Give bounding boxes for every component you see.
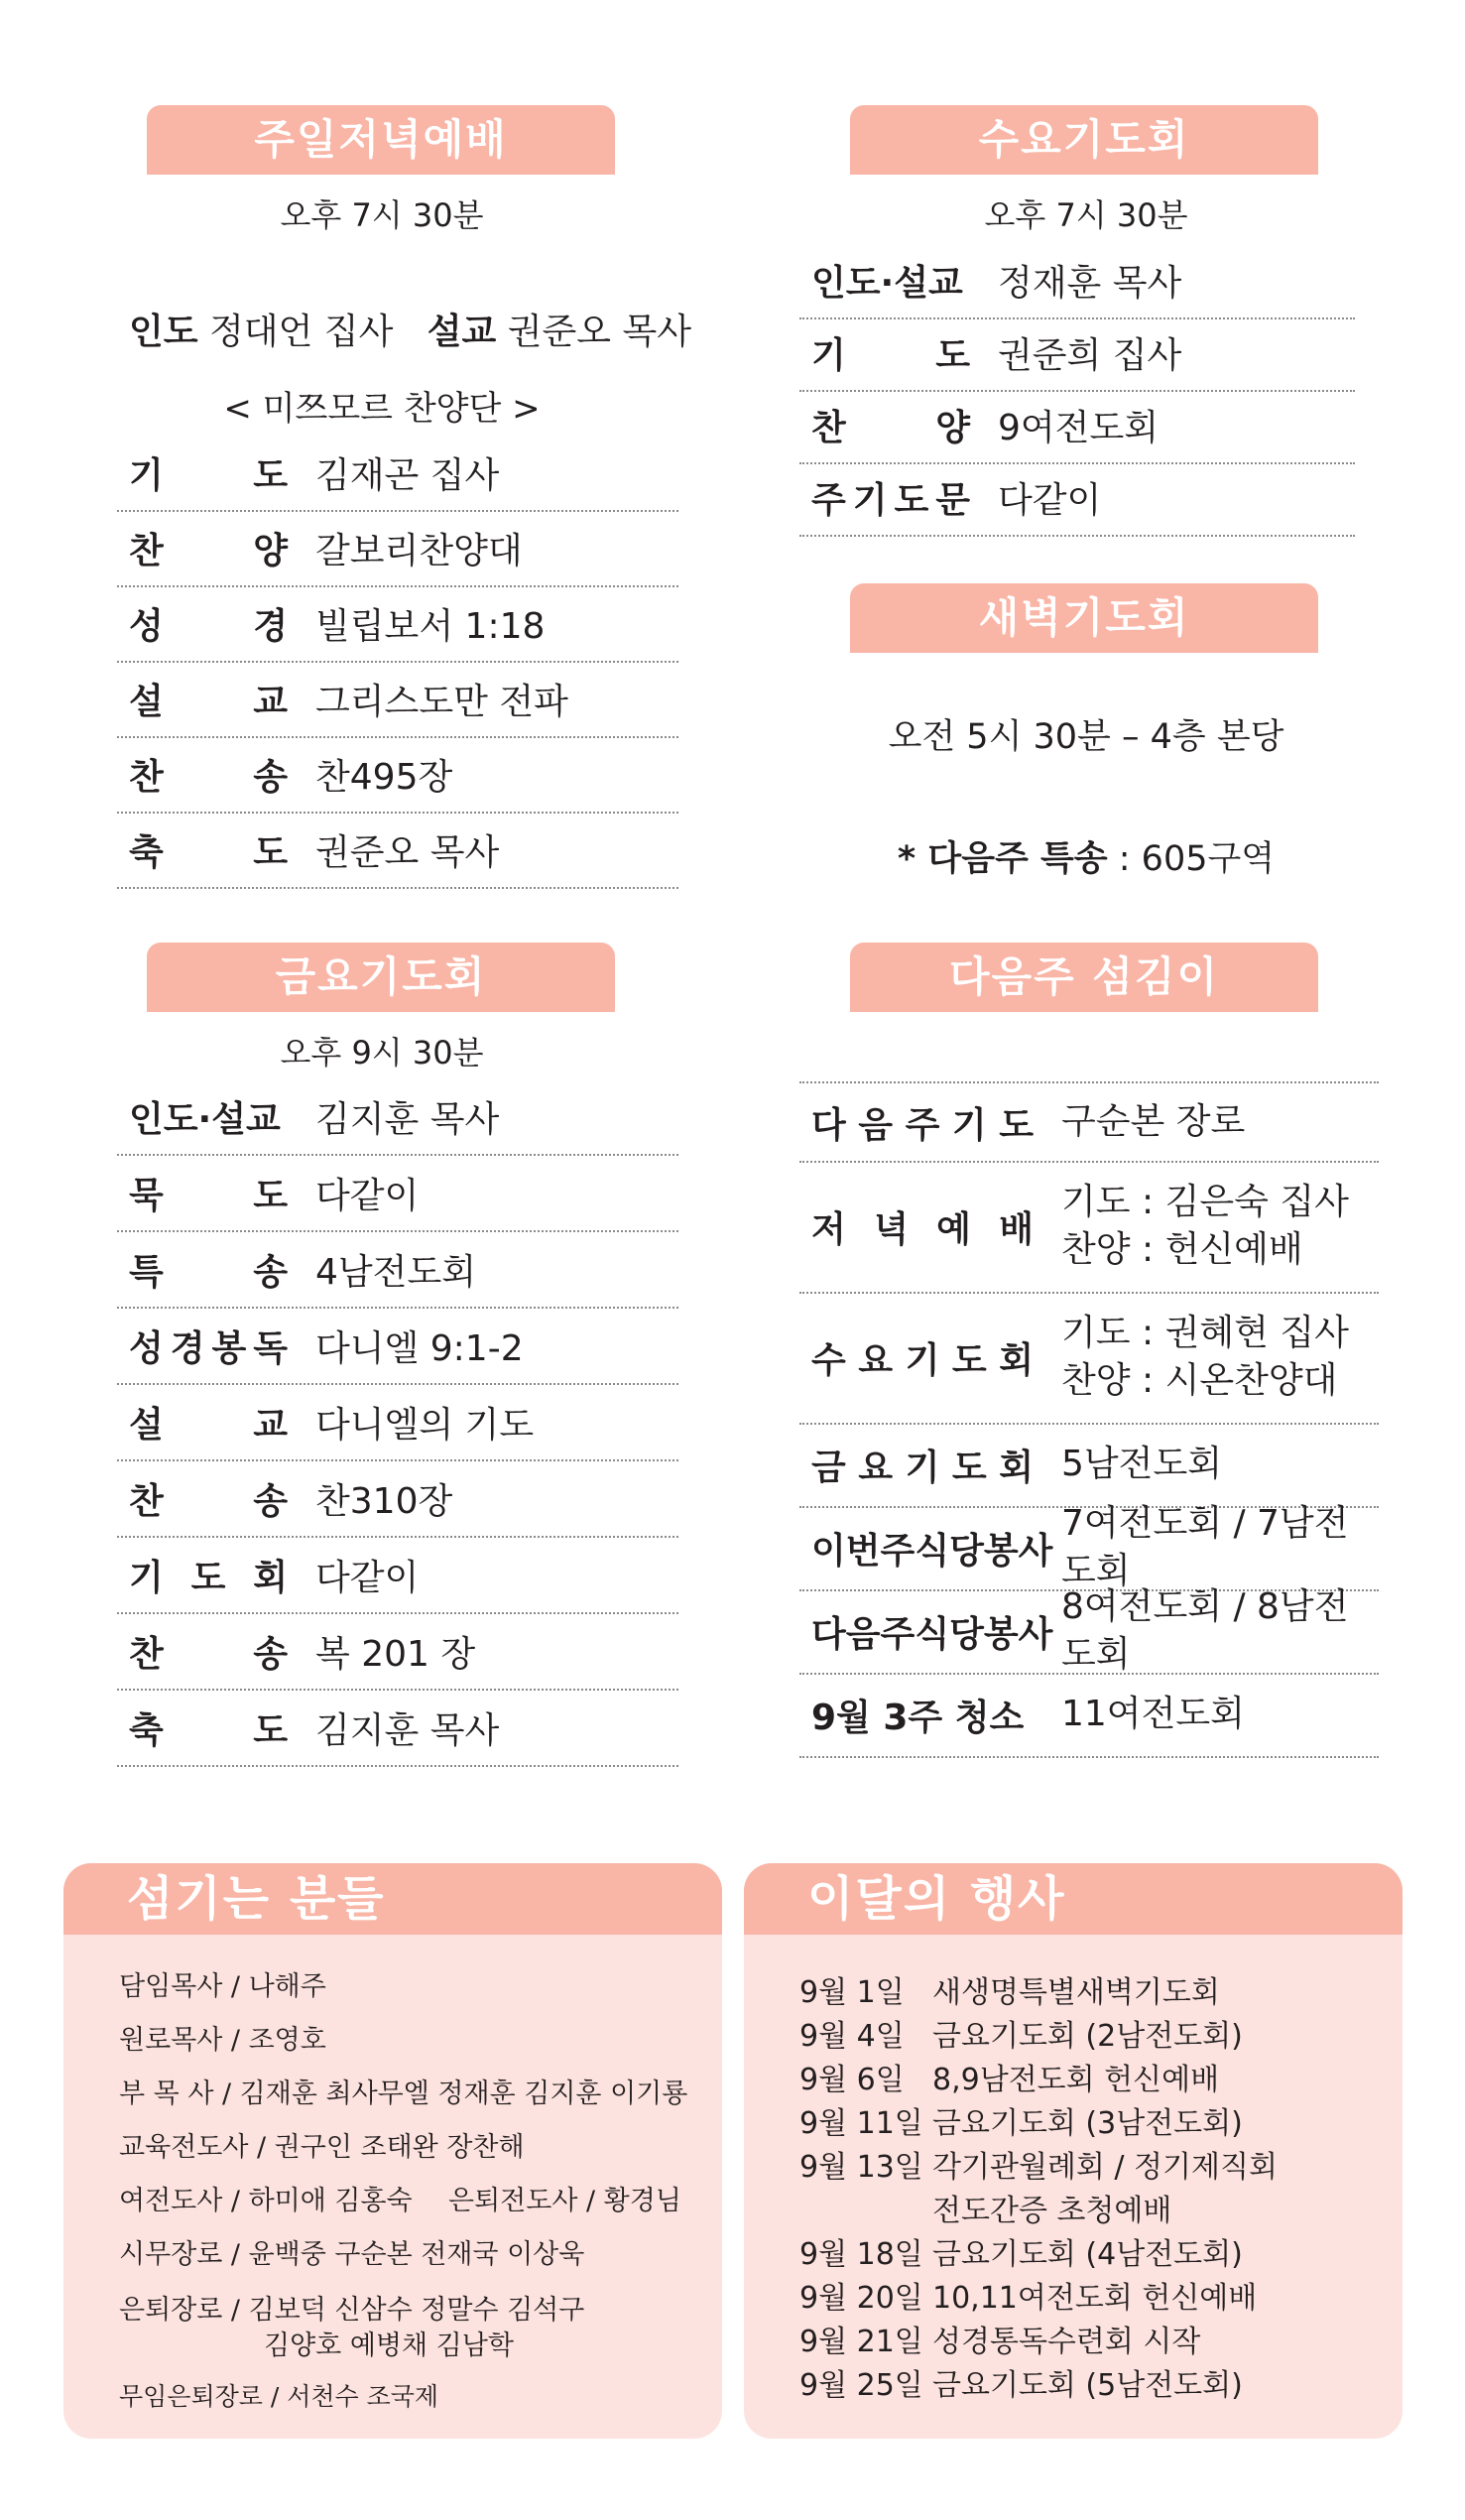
wednesday-row-value: 정재훈 목사 <box>998 262 1182 304</box>
sunday-row-label: 기 도 <box>129 454 288 496</box>
next-week-row-label: 수 요 기 도 회 <box>811 1339 1034 1381</box>
sunday-row <box>117 435 678 512</box>
event-text: 성경통독수련회 시작 <box>932 2325 1201 2359</box>
sunday-row-label: 축 도 <box>129 831 288 873</box>
next-week-value-line: 11여전도회 <box>1061 1694 1245 1734</box>
friday-row-label: 설 교 <box>129 1404 288 1446</box>
friday-row-value: 다같이 <box>315 1175 420 1216</box>
friday-row-label: 인도·설교 <box>129 1098 281 1140</box>
next-week-row-label: 9월 3주 청소 <box>811 1697 1025 1738</box>
preacher-label: 설교 <box>427 312 497 352</box>
sunday-evening-title: 주일저녁예배 <box>147 105 615 175</box>
staff-line: 은퇴장로 / 김보덕 신삼수 정말수 김석구 <box>119 2295 585 2326</box>
event-date: 9월 25일 <box>799 2368 923 2403</box>
friday-time: 오후 9시 30분 <box>280 1034 484 1071</box>
staff-line: 담임목사 / 나해주 <box>119 1971 326 2002</box>
sunday-row-value: 찬495장 <box>315 756 453 798</box>
sunday-row <box>117 661 678 738</box>
wednesday-row <box>799 459 1355 537</box>
sunday-evening-time: 오후 7시 30분 <box>280 196 484 234</box>
sunday-row-label: 설 교 <box>129 681 288 722</box>
dawn-title: 새벽기도회 <box>850 583 1318 653</box>
next-week-value-line: 구순본 장로 <box>1061 1101 1246 1142</box>
next-week-row-value <box>1061 1310 1349 1405</box>
events-title: 이달의 행사 <box>744 1863 1403 1935</box>
sunday-evening-leader-line <box>129 304 691 354</box>
wednesday-row <box>799 387 1355 464</box>
next-week-row-value <box>1061 1500 1379 1595</box>
event-text: 금요기도회 (5남전도회) <box>932 2368 1243 2403</box>
event-date: 9월 4일 <box>799 2019 905 2054</box>
next-week-value-line: 8여전도회 / 8남전도회 <box>1061 1586 1349 1675</box>
next-week-row <box>799 1673 1379 1758</box>
event-date: 9월 6일 <box>799 2063 905 2097</box>
friday-row-value: 김지훈 목사 <box>315 1098 500 1140</box>
next-week-value-line: 기도 : 김은숙 집사 <box>1061 1182 1349 1222</box>
next-week-row <box>799 1292 1379 1425</box>
wednesday-row <box>799 315 1355 392</box>
sunday-row-value: 권준오 목사 <box>315 831 500 873</box>
sunday-row-label: 찬 양 <box>129 530 288 571</box>
sunday-row <box>117 585 678 663</box>
friday-row <box>117 1537 678 1614</box>
leader-name: 정대언 집사 <box>209 312 394 352</box>
friday-row-value: 다같이 <box>315 1557 420 1598</box>
friday-row-value: 다니엘 9:1-2 <box>315 1327 524 1369</box>
wednesday-title: 수요기도회 <box>850 105 1318 175</box>
sunday-row-label: 성 경 <box>129 605 288 647</box>
friday-row <box>117 1155 678 1232</box>
sunday-row-label: 찬 송 <box>129 756 288 798</box>
friday-row-value: 다니엘의 기도 <box>315 1404 535 1446</box>
event-date: 9월 21일 <box>799 2325 923 2359</box>
friday-row <box>117 1690 678 1767</box>
staff-line: 김양호 예병채 김남학 <box>264 2331 514 2361</box>
preacher-name: 권준오 목사 <box>507 312 692 352</box>
wednesday-row-label: 기 도 <box>811 334 970 376</box>
friday-row-value: 4남전도회 <box>315 1251 477 1293</box>
sunday-row-value: 빌립보서 1:18 <box>315 605 546 647</box>
event-text: 전도간증 초청예배 <box>932 2194 1172 2228</box>
friday-row-value: 찬310장 <box>315 1480 453 1522</box>
event-text: 10,11여전도회 헌신예배 <box>932 2281 1258 2316</box>
friday-row-label: 찬 송 <box>129 1480 288 1522</box>
next-week-title: 다음주 섬김이 <box>850 943 1318 1012</box>
staff-line: 은퇴전도사 / 황경님 <box>448 2186 681 2216</box>
next-week-value-line: 찬양 : 시온찬양대 <box>1061 1360 1338 1401</box>
sunday-row-value: 김재곤 집사 <box>315 454 500 496</box>
next-week-row-value <box>1061 1691 1245 1738</box>
next-week-row-label: 금 요 기 도 회 <box>811 1447 1034 1488</box>
dawn-time: 오전 5시 30분 – 4층 본당 <box>888 717 1284 757</box>
event-text: 8,9남전도회 헌신예배 <box>932 2063 1220 2097</box>
event-text: 각기관월례회 / 정기제직회 <box>932 2150 1278 2185</box>
choir-name: < 미쯔모르 찬양단 > <box>223 389 541 429</box>
next-week-row <box>799 1423 1379 1508</box>
sunday-row <box>117 812 678 889</box>
event-date: 9월 1일 <box>799 1975 905 2010</box>
leader-label: 인도 <box>129 312 198 352</box>
event-text: 금요기도회 (4남전도회) <box>932 2237 1243 2272</box>
wednesday-row-label: 인도·설교 <box>811 262 963 304</box>
next-week-row-value <box>1061 1441 1222 1488</box>
next-week-row <box>799 1586 1379 1675</box>
friday-row <box>117 1078 678 1156</box>
staff-title: 섬기는 분들 <box>63 1863 722 1935</box>
wednesday-row-value: 권준희 집사 <box>998 334 1182 376</box>
event-text: 금요기도회 (3남전도회) <box>932 2106 1243 2141</box>
sunday-row <box>117 736 678 814</box>
next-week-row-value <box>1061 1583 1379 1679</box>
friday-row <box>117 1384 678 1461</box>
friday-row <box>117 1613 678 1691</box>
next-week-value-line: 기도 : 권혜현 집사 <box>1061 1313 1349 1353</box>
wednesday-row-value: 다같이 <box>998 479 1102 521</box>
event-date: 9월 18일 <box>799 2237 923 2272</box>
friday-row-label: 묵 도 <box>129 1175 288 1216</box>
staff-line: 원로목사 / 조영호 <box>119 2025 326 2056</box>
friday-row-label: 특 송 <box>129 1251 288 1293</box>
friday-row <box>117 1460 678 1538</box>
staff-line: 교육전도사 / 권구인 조태완 장찬해 <box>119 2132 525 2163</box>
event-text: 금요기도회 (2남전도회) <box>932 2019 1243 2054</box>
staff-line: 여전도사 / 하미애 김홍숙 <box>119 2186 413 2216</box>
friday-row-value: 복 201 장 <box>315 1633 476 1675</box>
friday-row-label: 찬 송 <box>129 1633 288 1675</box>
sunday-row-value: 갈보리찬양대 <box>315 530 523 571</box>
friday-row <box>117 1231 678 1309</box>
wednesday-time: 오후 7시 30분 <box>984 196 1188 234</box>
next-week-row <box>799 1083 1379 1163</box>
next-week-row-label: 다 음 주 기 도 <box>811 1104 1034 1146</box>
next-week-row-value <box>1061 1098 1245 1146</box>
staff-line: 시무장로 / 윤백중 구순본 전재국 이상욱 <box>119 2239 585 2270</box>
staff-line: 무임은퇴장로 / 서천수 조국제 <box>119 2382 439 2411</box>
next-week-row <box>799 1161 1379 1294</box>
event-date: 9월 13일 <box>799 2150 923 2185</box>
friday-title: 금요기도회 <box>147 943 615 1012</box>
dawn-next-week-label: * 다음주 특송 <box>897 839 1108 879</box>
friday-row-label: 성 경 봉 독 <box>129 1327 288 1369</box>
next-week-row-label: 다음주식당봉사 <box>811 1613 1053 1655</box>
next-week-value-line: 7여전도회 / 7남전도회 <box>1061 1503 1349 1591</box>
dawn-next-week-value: : 605구역 <box>1118 839 1276 879</box>
event-date: 9월 20일 <box>799 2281 923 2316</box>
event-date: 9월 11일 <box>799 2106 923 2141</box>
event-text: 새생명특별새벽기도회 <box>932 1975 1220 2010</box>
sunday-row <box>117 510 678 587</box>
dawn-next-week <box>823 831 1349 881</box>
friday-row-label: 축 도 <box>129 1709 288 1751</box>
friday-row-value: 김지훈 목사 <box>315 1709 500 1751</box>
next-week-row <box>799 1503 1379 1591</box>
friday-row <box>117 1308 678 1385</box>
staff-line: 부 목 사 / 김재훈 최사무엘 정재훈 김지훈 이기룡 <box>119 2079 688 2109</box>
next-week-row-value <box>1061 1179 1349 1274</box>
next-week-row-label: 이번주식당봉사 <box>811 1530 1053 1572</box>
friday-row-label: 기 도 회 <box>129 1557 288 1598</box>
wednesday-row-label: 주 기 도 문 <box>811 479 970 521</box>
next-week-row-label: 저 녁 예 배 <box>811 1208 1034 1250</box>
next-week-value-line: 5남전도회 <box>1061 1444 1223 1484</box>
wednesday-row-value: 9여전도회 <box>998 407 1160 448</box>
next-week-value-line: 찬양 : 헌신예배 <box>1061 1229 1303 1270</box>
wednesday-row-label: 찬 양 <box>811 407 970 448</box>
wednesday-row <box>799 242 1355 319</box>
sunday-row-value: 그리스도만 전파 <box>315 681 568 722</box>
